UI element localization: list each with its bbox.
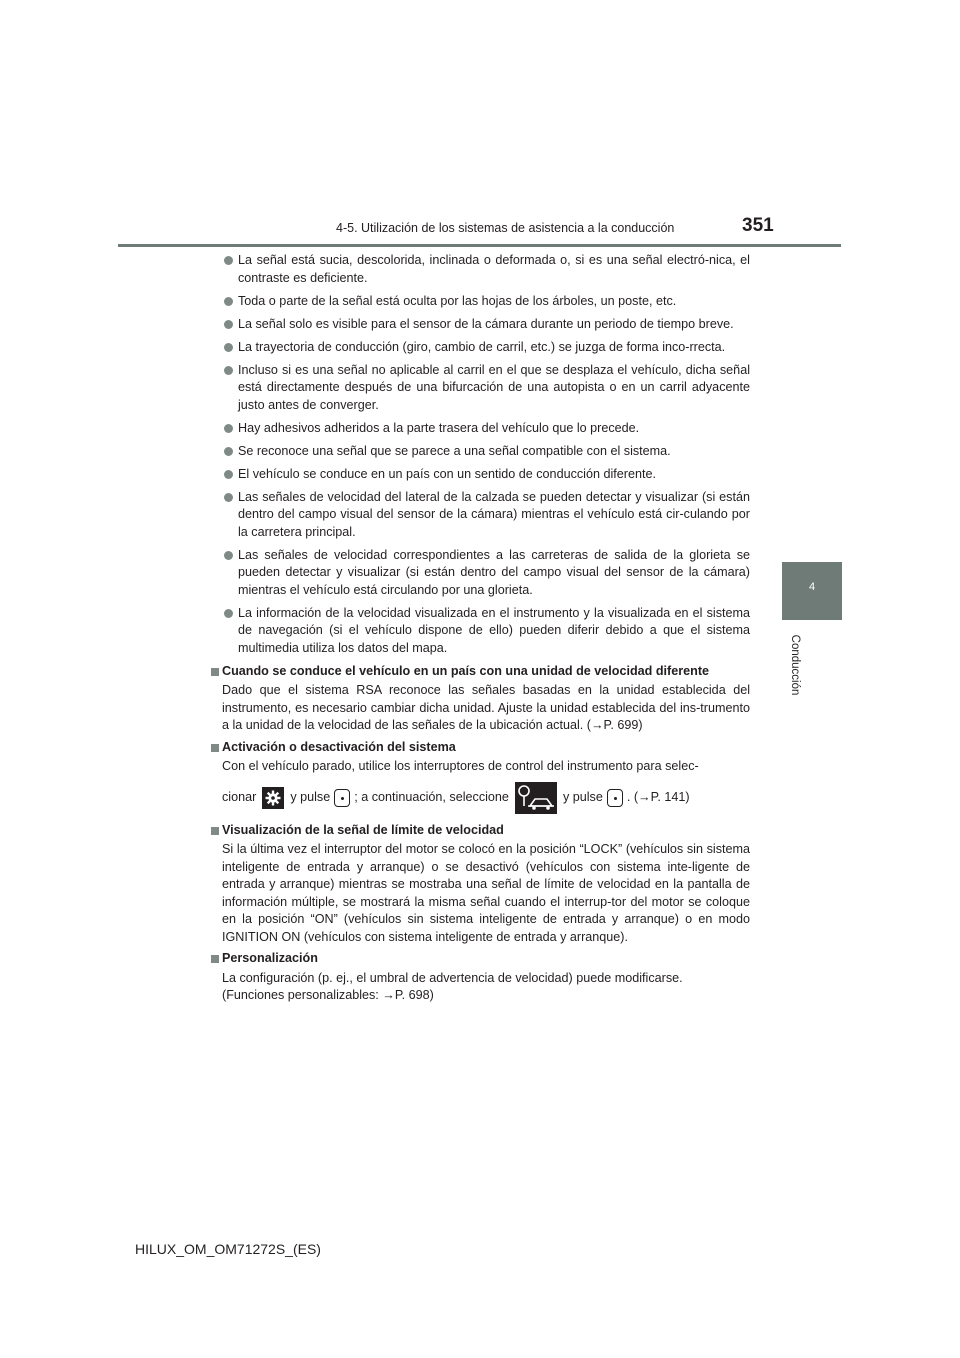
instruction-text: . (→P. 141) (626, 789, 690, 804)
section-body: Dado que el sistema RSA reconoce las señales basadas en la unidad establecida del instrumento, es necesario cambiar dicha unidad. Ajuste la unidad establecida del ins-trumento a la unidad de la velocidad de las señales de la ubicación actual. (→P. 699) (222, 683, 750, 732)
conditions-list (222, 252, 750, 657)
list-item (222, 252, 750, 287)
chapter-label: Conducción (789, 634, 801, 696)
list-item-text: Hay adhesivos adheridos a la parte trasera del vehículo que lo precede. (238, 420, 640, 435)
section-body: Con el vehículo parado, utilice los interruptores de control del instrumento para selec- (222, 759, 699, 773)
header-rule (118, 244, 841, 247)
bullet-dot-icon (224, 343, 233, 352)
bullet-dot-icon (224, 366, 233, 375)
section-title: Activación o desactivación del sistema (222, 739, 456, 754)
section-square-icon (211, 668, 219, 676)
list-item (222, 316, 750, 334)
list-item-text: Las señales de velocidad correspondientes a las carreteras de salida de la glorieta se pueden detectar y visualizar (si están dentro del campo visual del sensor de la cámara) mientras el vehículo está circulando por una glorieta. (238, 547, 750, 597)
bullet-dot-icon (224, 551, 233, 560)
bullet-dot-icon (224, 256, 233, 265)
enter-button-icon (607, 789, 623, 807)
footer-doc-id: HILUX_OM_OM71272S_(ES) (135, 1241, 321, 1257)
list-item (222, 489, 750, 542)
list-item (222, 339, 750, 357)
section-customization (222, 950, 750, 1005)
activation-instruction-line (222, 778, 750, 818)
list-item (222, 443, 750, 461)
list-item (222, 420, 750, 438)
list-item (222, 362, 750, 415)
bullet-dot-icon (224, 297, 233, 306)
bullet-dot-icon (224, 320, 233, 329)
instruction-text: y pulse (562, 789, 603, 804)
section-square-icon (211, 827, 219, 835)
bullet-dot-icon (224, 493, 233, 502)
chapter-tab (782, 562, 842, 620)
instruction-text: cionar (222, 789, 257, 804)
instruction-text: y pulse (290, 789, 331, 804)
section-title: Visualización de la señal de límite de velocidad (222, 822, 504, 837)
list-item (222, 466, 750, 484)
list-item-text: Las señales de velocidad del lateral de la calzada se pueden detectar y visualizar (si están dentro del campo visual del sensor de la cámara) mientras el vehículo está cir-culando por la carretera principal. (238, 489, 750, 539)
section-title: Cuando se conduce el vehículo en un país con una unidad de velocidad diferente (222, 663, 710, 678)
instruction-text: ; a continuación, seleccione (354, 789, 509, 804)
section-title: Personalización (222, 951, 318, 965)
list-item-text: La señal está sucia, descolorida, inclinada o deformada o, si es una señal electró-nica, el contraste es deficiente. (238, 253, 750, 285)
list-item (222, 605, 750, 658)
list-item-text: Toda o parte de la señal está oculta por las hojas de los árboles, un poste, etc. (238, 293, 677, 308)
gear-icon (262, 787, 284, 809)
enter-button-icon (334, 789, 350, 807)
list-item-text: La información de la velocidad visualizada en el instrumento y la visualizada en el sistema de navegación (si el vehículo dispone de ello) pueden diferir debido a que el sistema multimedia utiliza los datos del mapa. (238, 605, 750, 655)
road-sign-assist-icon (515, 782, 557, 814)
list-item-text: Incluso si es una señal no aplicable al carril en el que se desplaza el vehículo, dicha señal está directamente después de una bifurcación de una autopista o en un carril adyacente justo antes de converger. (238, 362, 750, 412)
section-body: Si la última vez el interruptor del motor se colocó en la posición “LOCK” (vehículos sin sistema inteligente de entrada y arranque) o se desactivó (vehículos con sistema inte-ligente de entrada y arranque) mientras se mostraba una señal de límite de velocidad en la pantalla de información múltiple, se mostrará la misma señal cuando el interrup-tor del motor se coloque en la posición “ON” (vehículos sin sistema inteligente de entrada y arranque) o en modo IGNITION ON (vehículos con sistema inteligente de entrada y arranque). (222, 842, 750, 944)
bullet-dot-icon (224, 447, 233, 456)
section-units (222, 663, 750, 735)
section-square-icon (211, 744, 219, 752)
page-content (222, 252, 750, 1009)
list-item-text: La señal solo es visible para el sensor de la cámara durante un periodo de tiempo breve. (238, 316, 734, 331)
list-item (222, 293, 750, 311)
bullet-dot-icon (224, 470, 233, 479)
list-item (222, 547, 750, 600)
list-item-text: Se reconoce una señal que se parece a una señal compatible con el sistema. (238, 443, 671, 458)
header-section-title: 4-5. Utilización de los sistemas de asistencia a la conducción (336, 221, 675, 235)
bullet-dot-icon (224, 424, 233, 433)
bullet-dot-icon (224, 609, 233, 618)
section-square-icon (211, 955, 219, 963)
list-item-text: El vehículo se conduce en un país con un sentido de conducción diferente. (238, 466, 656, 481)
page-number: 351 (742, 215, 774, 236)
list-item-text: La trayectoria de conducción (giro, cambio de carril, etc.) se juzga de forma inco-rrecta. (238, 339, 726, 354)
chapter-number: 4 (808, 581, 816, 593)
chapter-label-container (777, 630, 813, 700)
section-body: La configuración (p. ej., el umbral de advertencia de velocidad) puede modificarse. (222, 970, 683, 985)
section-body: (Funciones personalizables: →P. 698) (222, 988, 434, 1002)
section-activation (222, 739, 750, 818)
section-display (222, 822, 750, 947)
